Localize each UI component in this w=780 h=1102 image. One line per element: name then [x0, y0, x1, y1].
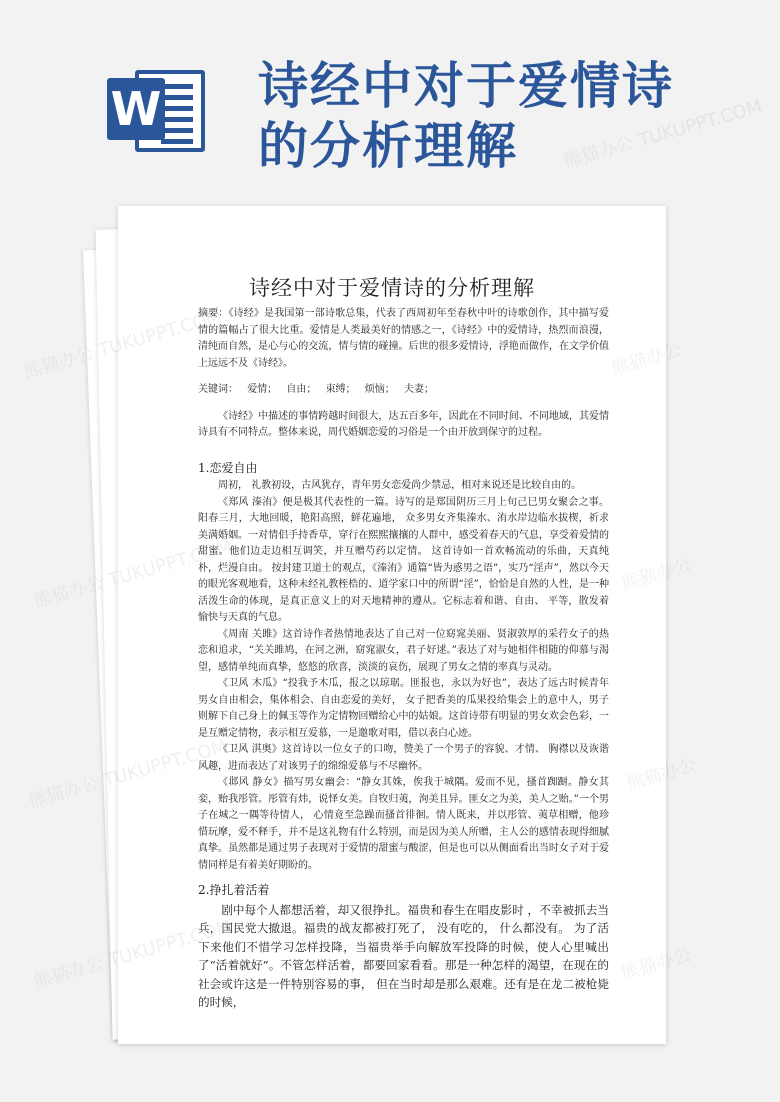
- word-app-icon: [107, 66, 209, 156]
- watermark: 熊猫办公 TUKUPPT.COM: [561, 96, 765, 173]
- document-title: 诗经中对于爱情诗的分析理解: [249, 276, 535, 300]
- section-heading: 1.恋爱自由: [198, 460, 258, 475]
- paragraph: 《周南 关雎》这首诗作者热情地表达了自己对一位窈窕美丽、贤淑敦厚的采荇女子的热恋和追求，“关关雎鸠，在河之洲，窈窕淑女，君子好逑。”表达了对与她相伴相随的仰慕与渴望，感情单纯而真挚，悠悠的欣喜，淡淡的哀伤，展现了男女之情的率真与灵动。: [198, 628, 609, 673]
- banner-title: 诗经中对于爱情诗的分析理解: [258, 57, 674, 175]
- paragraph: 剧中每个人都想活着，却又很挣扎。福贵和春生在唱皮影时 ，不幸被抓去当兵，国民党大撤退。福贵的战友都被打死了， 没有吃的， 什么都没有。 为了活下来他们不惜学习怎样投降，当福贵举手向解放军投降的时候，使人心里喊出了“活着就好”。不管怎样活着，都要回家看看。那是一种怎样的渴望，在现在的社会或许这是一件特别容易的事， 但在当时却是那么艰难。还有是在龙二被枪毙的时候，: [198, 902, 609, 1010]
- paragraph: 《卫风 木瓜》“投我予木瓜，报之以琼琚。匪报也，永以为好也”，表达了远古时候青年男女自由相会，集体相会、自由恋爱的美好， 女子把香美的瓜果投给集会上的意中人，男子则解下自己身上的佩玉等作为定情物回赠给心中的姑娘。这首诗带有明显的男女欢会色彩，一是互赠定情物，表示相互爱慕，一是邀歌对唱，借以表白心迹。: [198, 678, 609, 739]
- abstract: 摘要：《诗经》是我国第一部诗歌总集，代表了西周初年至春秋中叶的诗歌创作，其中描写爱情的篇幅占了很大比重。爱情是人类最美好的情感之一，《诗经》中的爱情诗，热烈而浪漫，清纯而自然，是心与心的交流，情与情的碰撞。后世的很多爱情诗，浮艳而做作，在文学价值上远远不及《诗经》。: [198, 308, 609, 369]
- paragraph: 《邶风 静女》描写男女幽会：“静女其姝，俟我于城隅。爱而不见，搔首踟蹰。静女其娈，贻我彤管。彤管有炜，说怿女美。自牧归荑，洵美且异。匪女之为美，美人之贻。”一个男子在城之一隅等待情人， 心情竟至急躁而搔首徘徊。情人既来，并以彤管、荑草相赠，他珍惜玩摩，爱不释手，并不是这礼物有什么特别，而是因为美人所赠，主人公的感情表现得细腻真挚。虽然都是通过男子表现对于爱情的甜蜜与酸涩，但是也可以从侧面看出当时女子对于爱情同样是有着美好期盼的。: [198, 777, 609, 871]
- keyword: 夫妻；: [403, 384, 434, 395]
- word-letter-icon: W: [107, 78, 165, 140]
- section-heading: 2.挣扎着活着: [198, 883, 270, 897]
- keyword: 爱情；: [247, 384, 278, 395]
- watermark: 熊猫办公: [26, 772, 102, 813]
- intro-paragraph: 《诗经》中描述的事情跨越时间很大，达五百多年，因此在不同时间、不同地域，其爱情诗具有不同特点。整体来说，周代婚姻恋爱的习俗是一个由开放到保守的过程。: [198, 410, 609, 438]
- keywords-label: 关键词：: [198, 384, 238, 395]
- document-page: [118, 206, 666, 1044]
- paragraph: 周初， 礼教初设，古风犹存，青年男女恋爱尚少禁忌，相对来说还是比较自由的。: [218, 480, 582, 491]
- keyword: 自由；: [286, 384, 317, 395]
- watermark: 熊猫办公: [21, 342, 97, 383]
- paragraph: 《郑风 溱洧》便是极其代表性的一篇。诗写的是郑国阴历三月上旬己巳男女聚会之事。阳春三月，大地回暖，艳阳高照，鲜花遍地， 众多男女齐集溱水、洧水岸边临水拔楔，祈求美满婚姻。一对情侣手持香草，穿行在熙熙攘攘的人群中，感受着春天的气息，享受着爱情的甜蜜。他们边走边相互调笑，并互赠芍药以定情。 这首诗如一首欢畅流动的乐曲，天真纯朴，烂漫自由。 按封建卫道士的观点，《溱洧》通篇“皆为惑男之语”，实乃“淫声”，然以今天的眼光客观地看，这种未经礼教桎梏的、道学家口中的所谓“淫”，恰恰是自然的人性，是一种活泼生命的体现，是真正意义上的对天地精神的遵从。它标志着和谐、自由、 平等，散发着愉快与天真的气息。: [198, 496, 609, 623]
- paragraph: 《卫风 淇奥》这首诗以一位女子的口吻，赞美了一个男子的容貌、才情、 胸襟以及诙谐风趣，进而表达了对该男子的绵绵爱慕与不尽幽怀。: [198, 744, 609, 772]
- watermark: 熊猫办公: [31, 572, 107, 613]
- keyword: 束缚；: [325, 384, 356, 395]
- document-body: [198, 306, 609, 1012]
- keywords: [198, 382, 609, 399]
- watermark: 熊猫办公: [31, 952, 107, 993]
- keyword: 烦恼；: [364, 384, 395, 395]
